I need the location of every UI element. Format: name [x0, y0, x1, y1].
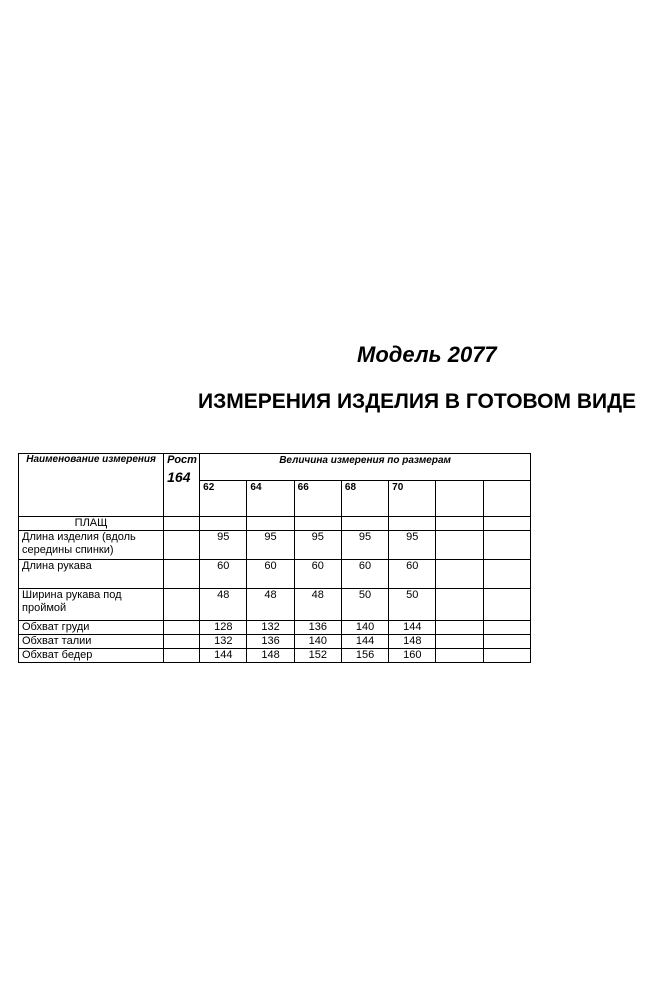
- value-cell: [483, 531, 530, 560]
- value-cell: 160: [389, 649, 436, 663]
- model-title: Модель 2077: [357, 342, 497, 367]
- value-cell: 95: [247, 531, 294, 560]
- header-height-cell: [164, 454, 200, 517]
- value-cell: 95: [389, 531, 436, 560]
- value-cell: 60: [200, 560, 247, 589]
- section-row: [19, 517, 531, 531]
- value-cell: 95: [200, 531, 247, 560]
- row-label: Ширина рукава под проймой: [19, 589, 164, 621]
- value-cell: 60: [294, 560, 341, 589]
- value-cell: 148: [389, 635, 436, 649]
- value-cell: 60: [341, 560, 388, 589]
- value-cell: 156: [341, 649, 388, 663]
- value-cell: 136: [247, 635, 294, 649]
- section-label: ПЛАЩ: [19, 517, 164, 531]
- value-cell: [436, 621, 483, 635]
- value-cell: [483, 560, 530, 589]
- row-label: Длина рукава: [19, 560, 164, 589]
- table-header-row: [19, 454, 531, 481]
- value-cell: [436, 649, 483, 663]
- table-row: [19, 649, 531, 663]
- row-label: Длина изделия (вдоль середины спинки): [19, 531, 164, 560]
- row-label: Обхват груди: [19, 621, 164, 635]
- value-cell: 144: [341, 635, 388, 649]
- value-cell: 50: [341, 589, 388, 621]
- value-cell: 128: [200, 621, 247, 635]
- value-cell: [483, 589, 530, 621]
- value-cell: 140: [294, 635, 341, 649]
- size-cell: [483, 481, 530, 517]
- value-cell: 95: [341, 531, 388, 560]
- page-heading: ИЗМЕРЕНИЯ ИЗДЕЛИЯ В ГОТОВОМ ВИДЕ: [198, 390, 637, 413]
- table-row: [19, 621, 531, 635]
- table-row: [19, 531, 531, 560]
- value-cell: 144: [200, 649, 247, 663]
- value-cell: 140: [341, 621, 388, 635]
- row-label: Обхват бедер: [19, 649, 164, 663]
- value-cell: [436, 589, 483, 621]
- size-cell: 66: [294, 481, 341, 517]
- value-cell: [483, 621, 530, 635]
- value-cell: [483, 649, 530, 663]
- value-cell: 60: [389, 560, 436, 589]
- header-height-value: 164: [167, 469, 191, 485]
- table-row: [19, 589, 531, 621]
- value-cell: 136: [294, 621, 341, 635]
- value-cell: 48: [200, 589, 247, 621]
- measurements-table: [18, 453, 531, 663]
- value-cell: [436, 531, 483, 560]
- value-cell: 50: [389, 589, 436, 621]
- size-cell: 64: [247, 481, 294, 517]
- size-cell: 62: [200, 481, 247, 517]
- table-row: [19, 635, 531, 649]
- header-sizes-title: Величина измерения по размерам: [200, 454, 531, 481]
- value-cell: 132: [247, 621, 294, 635]
- value-cell: 144: [389, 621, 436, 635]
- header-height-label: Рост: [167, 454, 197, 466]
- size-cell: 68: [341, 481, 388, 517]
- value-cell: [436, 560, 483, 589]
- value-cell: 60: [247, 560, 294, 589]
- value-cell: 148: [247, 649, 294, 663]
- size-cell: [436, 481, 483, 517]
- value-cell: [436, 635, 483, 649]
- size-cell: 70: [389, 481, 436, 517]
- row-label: Обхват талии: [19, 635, 164, 649]
- value-cell: 132: [200, 635, 247, 649]
- header-name-cell: Наименование измерения: [19, 454, 164, 517]
- value-cell: 48: [247, 589, 294, 621]
- value-cell: [483, 635, 530, 649]
- table-row: [19, 560, 531, 589]
- value-cell: 152: [294, 649, 341, 663]
- value-cell: 95: [294, 531, 341, 560]
- value-cell: 48: [294, 589, 341, 621]
